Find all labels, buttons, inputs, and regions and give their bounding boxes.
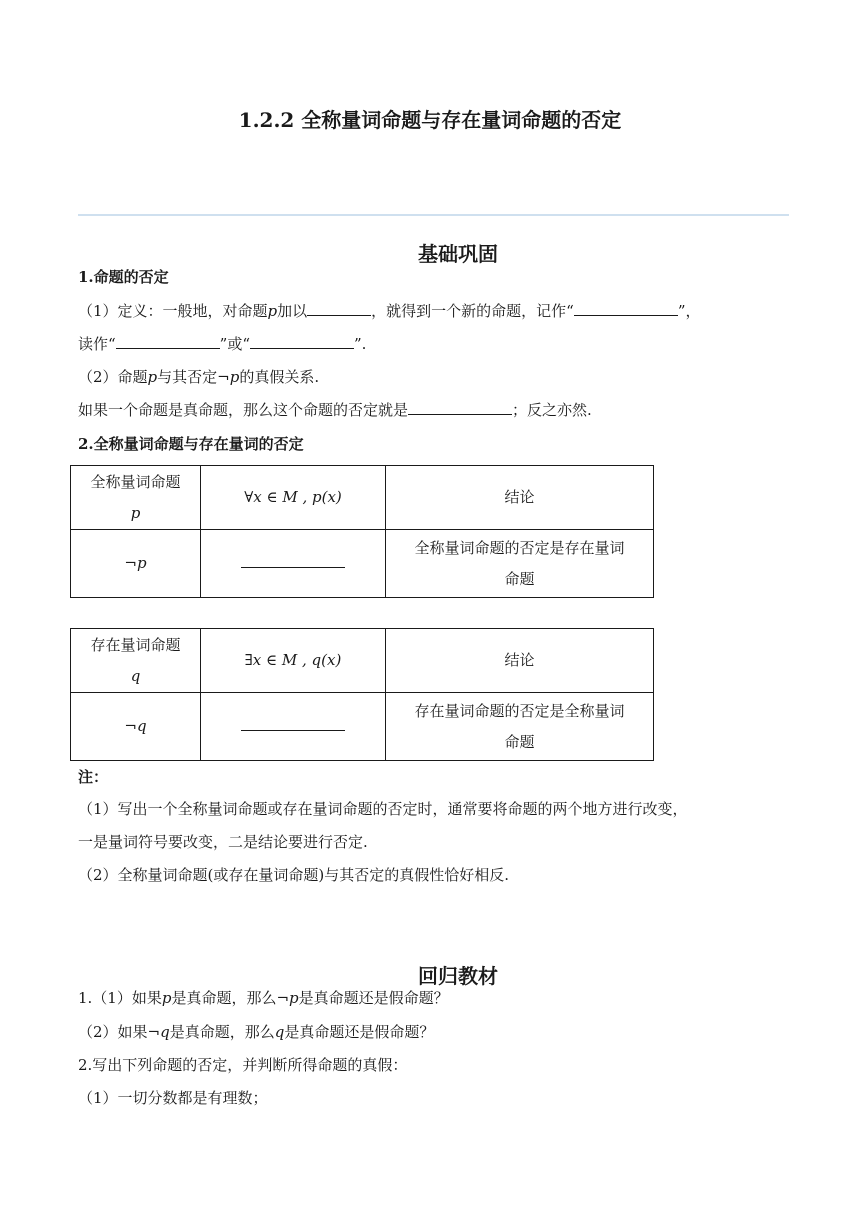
math-q: q [274,1023,285,1041]
math-p: p [147,368,158,386]
cell-text: 命题 [504,569,535,588]
existential-negation-table [70,628,654,761]
table-cell: ∃x ∈ M , q(x) [201,629,386,693]
table-cell: ¬q [71,693,201,761]
table-cell: 结论 [386,466,654,530]
question-2-1: （1）一切分数都是有理数； [78,1089,268,1107]
table-cell [71,466,201,530]
cell-text: 全称量词命题 [90,472,181,491]
page-title: 1.2.2 全称量词命题与存在量词命题的否定 [238,108,622,132]
definition-line-2 [78,333,366,354]
text: 是真命题还是假命题？ [284,1023,435,1041]
cell-text: 全称量词命题的否定是存在量词 [414,538,625,557]
header-divider [78,214,789,216]
text: ，就得到一个新的命题，记作“ [371,302,574,320]
universal-negation-table [70,465,654,598]
fill-blank [574,302,678,316]
table-cell: ∀x ∈ M , p(x) [201,466,386,530]
cell-math: q [130,666,141,685]
math-not-q: ¬q [147,1023,170,1041]
text: 的真假关系. [239,368,320,386]
question-2: 2.写出下列命题的否定，并判断所得命题的真假： [78,1056,408,1074]
table-cell [71,629,201,693]
table-cell: ¬p [71,530,201,598]
math-p: p [267,302,278,320]
question-1-2 [78,1021,434,1042]
text: （1）定义：一般地，对命题 [78,302,268,320]
fill-blank [241,559,345,568]
subheading-quantifier-negation: 2.全称量词命题与存在量词的否定 [78,435,304,453]
note-1-line-1: （1）写出一个全称量词命题或存在量词命题的否定时，通常要将命题的两个地方进行改变， [78,800,688,818]
text: 如果一个命题是真命题，那么这个命题的否定就是 [78,401,409,419]
text: （2）如果 [78,1023,148,1041]
text: ”， [677,302,701,320]
cell-text: 存在量词命题的否定是全称量词 [414,701,625,720]
text: 读作“ [78,335,116,353]
question-1-1 [78,987,449,1008]
fill-blank [250,335,354,349]
fill-blank [116,335,220,349]
text: （2）命题 [78,368,148,386]
table-cell [201,530,386,598]
text: 是真命题还是假命题？ [298,989,449,1007]
fill-blank [408,401,512,415]
subheading-negation: 1.命题的否定 [78,268,169,286]
table-cell [386,530,654,598]
table-cell: 结论 [386,629,654,693]
cell-math: p [130,503,141,522]
fill-blank [307,302,371,316]
table-cell [386,693,654,761]
definition-line-1 [78,300,701,321]
cell-text: 存在量词命题 [90,635,181,654]
section-heading-textbook: 回归教材 [418,964,498,988]
fill-blank [241,722,345,731]
text: 与其否定 [157,368,218,386]
relation-line [78,366,319,387]
text: 是真命题，那么 [169,1023,275,1041]
note-1-line-2: 一是量词符号要改变，二是结论要进行否定. [78,833,368,851]
text: 加以 [277,302,308,320]
math-not-p: ¬p [217,368,240,386]
cell-text: 命题 [504,732,535,751]
math-not-p: ¬p [276,989,299,1007]
text: ”或“ [219,335,251,353]
truth-relation-line [78,399,592,420]
text: 1.（1）如果 [78,989,162,1007]
section-heading-basics: 基础巩固 [418,242,498,266]
math-p: p [161,989,172,1007]
note-2: （2）全称量词命题(或存在量词命题)与其否定的真假性恰好相反. [78,866,510,884]
note-heading: 注： [78,768,109,786]
text: ”. [354,335,367,353]
table-cell [201,693,386,761]
text: 是真命题，那么 [171,989,277,1007]
text: ；反之亦然. [512,401,592,419]
